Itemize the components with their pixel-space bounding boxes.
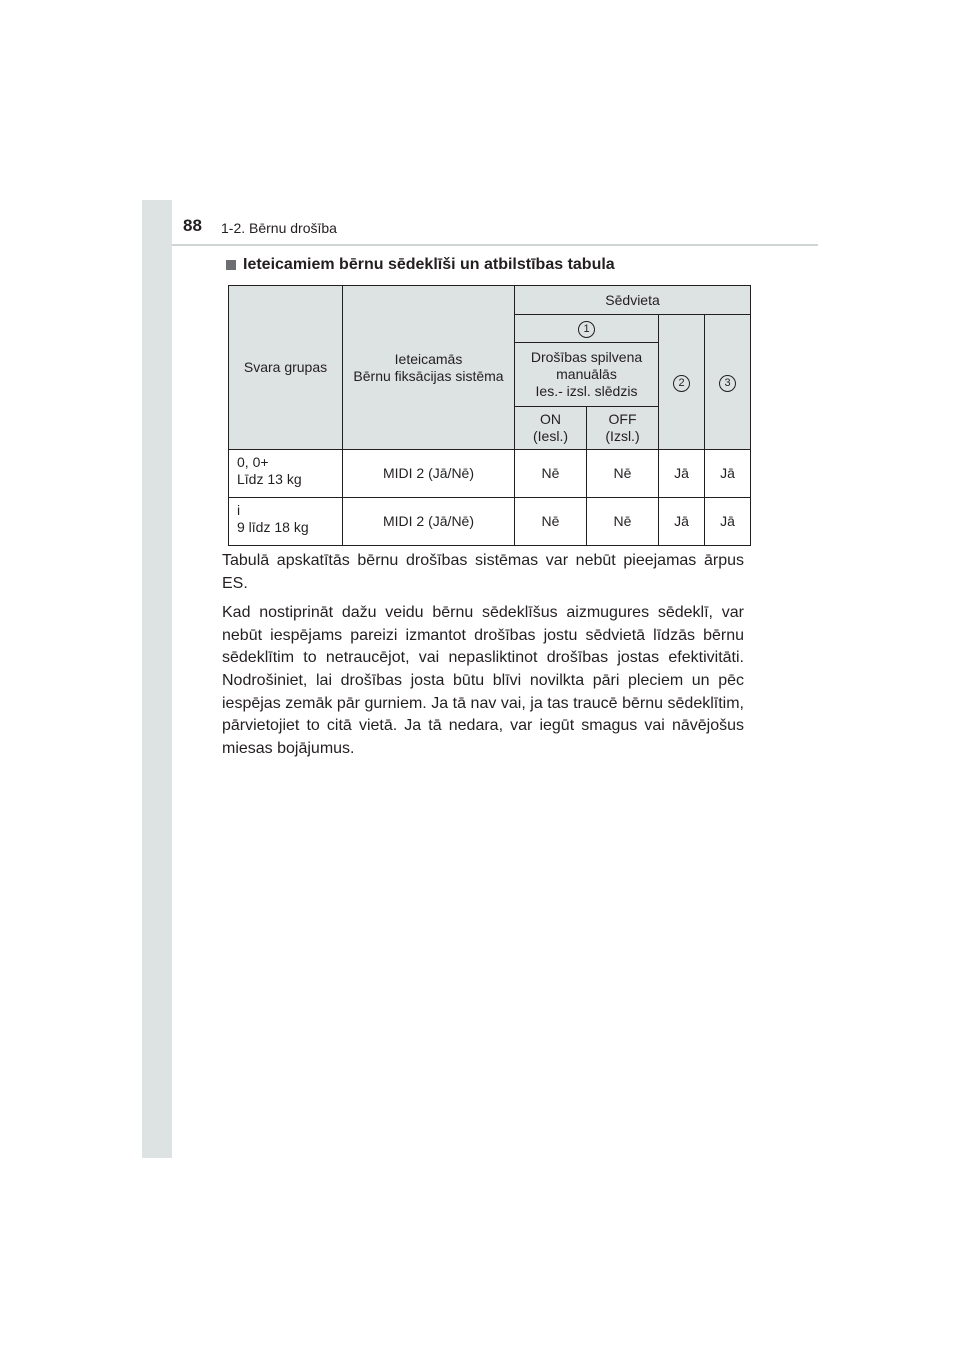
weight-cell xyxy=(229,498,343,546)
header-airbag-switch xyxy=(515,343,659,407)
off-cell: Nē xyxy=(587,450,659,498)
table-heading xyxy=(226,256,615,274)
weight-range: Līdz 13 kg xyxy=(237,471,302,487)
header-seat-1 xyxy=(515,315,659,343)
off-sublabel: (Izsl.) xyxy=(605,428,640,444)
weight-cell xyxy=(229,450,343,498)
airbag-line2: manuālās xyxy=(556,366,617,382)
on-cell: Nē xyxy=(515,450,587,498)
off-label: OFF xyxy=(608,411,637,427)
airbag-line1: Drošības spilvena xyxy=(530,349,643,365)
square-bullet-icon xyxy=(226,260,236,270)
seat-3-cell: Jā xyxy=(705,450,751,498)
note-availability: Tabulā apskatītās bērnu drošības sistēmas var nebūt pieejamas ārpus ES. xyxy=(222,552,744,592)
airbag-line3: Ies.- izsl. slēdzis xyxy=(535,383,638,399)
seat-3-marker: 3 xyxy=(719,375,736,392)
off-cell: Nē xyxy=(587,498,659,546)
header-restraint-line2: Bērnu fiksācijas sistēma xyxy=(353,367,504,384)
header-weight-group xyxy=(229,286,343,450)
seat-2-cell: Jā xyxy=(659,450,705,498)
side-band xyxy=(142,200,172,1158)
on-sublabel: (Iesl.) xyxy=(533,428,568,444)
page-number: 88 xyxy=(183,216,202,235)
child-seat-table xyxy=(228,285,751,546)
note-installation-warning: Kad nostiprināt dažu veidu bērnu sēdeklīšus aizmugures sēdeklī, var nebūt iespējams pareizi izmantot drošības jostu sēdvietā līdzās bērnu sēdeklītim to netraucējot, vai nepasliktinot drošības jostas efektivitāti. Nodrošiniet, lai drošības josta būtu blīvi novilkta pāri pleciem un pēc iespējas zemāk pār gurniem. Ja tā nav vai, ja tas traucē bērnu sēdeklītim, pārvietojiet to citā vietā. Ja tā nedara, var iegūt smagus vai nāvējošus miesas bojājumus. xyxy=(222,604,744,757)
header-seat-label: Sēdvieta xyxy=(605,291,660,308)
weight-range: 9 līdz 18 kg xyxy=(237,519,309,535)
table-row xyxy=(229,498,751,546)
header-divider xyxy=(172,244,818,246)
on-cell: Nē xyxy=(515,498,587,546)
section-title: 1-2. Bērnu drošība xyxy=(221,220,337,236)
header-seat-position xyxy=(515,286,751,315)
weight-group: i xyxy=(237,502,241,518)
seat-2-marker: 2 xyxy=(673,375,690,392)
header-on xyxy=(515,407,587,450)
weight-group: 0, 0+ xyxy=(237,454,269,470)
seat-2-cell: Jā xyxy=(659,498,705,546)
table-heading-text: Ieteicamiem bērnu sēdeklīši un atbilstības tabula xyxy=(243,256,615,273)
system-cell: MIDI 2 (Jā/Nē) xyxy=(343,450,515,498)
table-row xyxy=(229,450,751,498)
header-weight-label: Svara grupas xyxy=(243,359,328,375)
system-cell: MIDI 2 (Jā/Nē) xyxy=(343,498,515,546)
on-label: ON xyxy=(540,411,561,427)
header-seat-2 xyxy=(659,315,705,450)
seat-1-marker: 1 xyxy=(578,321,595,338)
header-restraint-system xyxy=(343,286,515,450)
header-restraint-line1: Ieteicamās xyxy=(394,350,463,367)
notes xyxy=(222,550,744,767)
seat-3-cell: Jā xyxy=(705,498,751,546)
header-off xyxy=(587,407,659,450)
header-seat-3 xyxy=(705,315,751,450)
